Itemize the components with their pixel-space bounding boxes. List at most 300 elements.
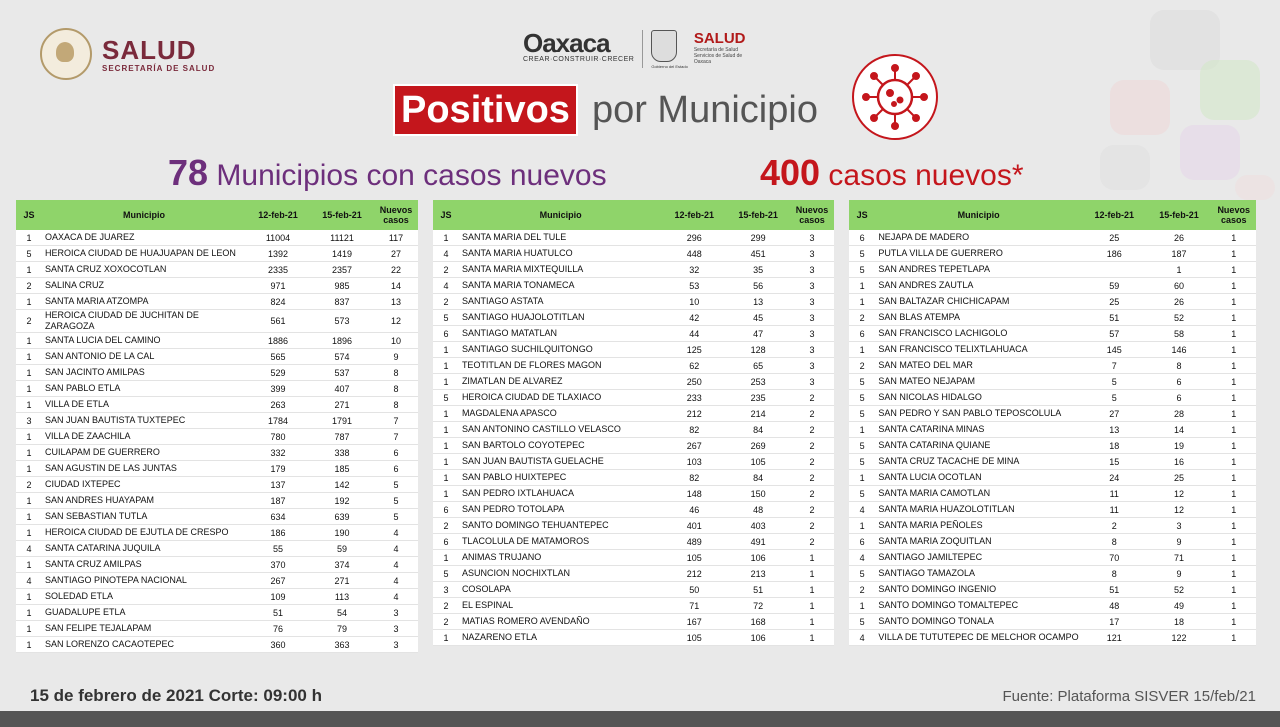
js-cell: 1 (433, 422, 459, 438)
column-header-d1: 12-feb-21 (1082, 200, 1147, 230)
js-cell: 4 (16, 573, 42, 589)
nuevos-cell: 1 (1211, 342, 1256, 358)
feb15-cell: 142 (310, 477, 374, 493)
js-cell: 2 (849, 358, 875, 374)
municipio-cell: TEOTITLAN DE FLORES MAGON (459, 358, 662, 374)
feb12-cell: 267 (662, 438, 726, 454)
feb12-cell: 8 (1082, 566, 1147, 582)
js-cell: 1 (849, 278, 875, 294)
js-cell: 1 (16, 397, 42, 413)
table-row (433, 358, 834, 374)
feb12-cell: 634 (246, 509, 310, 525)
feb12-cell: 780 (246, 429, 310, 445)
oaxaca-tagline: CREAR·CONSTRUIR·CRECER (523, 56, 635, 63)
feb12-cell: 103 (662, 454, 726, 470)
feb15-cell: 16 (1147, 454, 1212, 470)
feb12-cell: 360 (246, 637, 310, 653)
municipio-cell: SANTIAGO TAMAZOLA (875, 566, 1082, 582)
municipio-cell: NAZARENO ETLA (459, 630, 662, 646)
feb12-cell: 121 (1082, 630, 1147, 646)
js-cell: 1 (433, 342, 459, 358)
feb12-cell: 179 (246, 461, 310, 477)
municipio-cell: SAN LORENZO CACAOTEPEC (42, 637, 246, 653)
feb12-cell: 11004 (246, 230, 310, 246)
municipio-cell: VILLA DE ETLA (42, 397, 246, 413)
feb15-cell: 403 (726, 518, 790, 534)
salud-logo-subtitle: SECRETARÍA DE SALUD (102, 63, 216, 73)
table-row (849, 262, 1256, 278)
municipio-cell: ANIMAS TRUJANO (459, 550, 662, 566)
nuevos-cell: 2 (790, 390, 834, 406)
table-row (433, 390, 834, 406)
table-row (16, 573, 418, 589)
js-cell: 5 (433, 390, 459, 406)
feb12-cell: 167 (662, 614, 726, 630)
nuevos-cell: 8 (374, 365, 418, 381)
feb12-cell: 105 (662, 550, 726, 566)
table-row (849, 598, 1256, 614)
js-cell: 1 (16, 557, 42, 573)
table-row (849, 470, 1256, 486)
municipio-cell: SANTA MARIA HUAZOLOTITLAN (875, 502, 1082, 518)
table-row (433, 342, 834, 358)
js-cell: 1 (16, 445, 42, 461)
feb15-cell: 574 (310, 349, 374, 365)
municipio-cell: HEROICA CIUDAD DE JUCHITAN DE ZARAGOZA (42, 310, 246, 333)
table-row (16, 246, 418, 262)
municipio-cell: SOLEDAD ETLA (42, 589, 246, 605)
table-row (16, 493, 418, 509)
feb12-cell: 399 (246, 381, 310, 397)
municipio-cell: SANTA MARIA DEL TULE (459, 230, 662, 246)
nuevos-cell: 7 (374, 413, 418, 429)
nuevos-cell: 3 (374, 637, 418, 653)
municipio-cell: HEROICA CIUDAD DE HUAJUAPAN DE LEON (42, 246, 246, 262)
table-row (16, 461, 418, 477)
nuevos-cell: 12 (374, 310, 418, 333)
feb12-cell: 32 (662, 262, 726, 278)
feb15-cell: 52 (1147, 310, 1212, 326)
feb12-cell: 296 (662, 230, 726, 246)
eagle-seal-icon (40, 28, 92, 80)
column-header-municipio: Municipio (875, 200, 1082, 230)
table-header-row (849, 200, 1256, 230)
column-header-municipio: Municipio (42, 200, 246, 230)
column-header-d2: 15-feb-21 (1147, 200, 1212, 230)
table-row (16, 541, 418, 557)
feb15-cell: 26 (1147, 294, 1212, 310)
js-cell: 4 (16, 541, 42, 557)
feb12-cell: 186 (1082, 246, 1147, 262)
feb15-cell: 190 (310, 525, 374, 541)
municipio-cell: MAGDALENA APASCO (459, 406, 662, 422)
municipio-cell: SAN PABLO ETLA (42, 381, 246, 397)
feb15-cell: 84 (726, 422, 790, 438)
feb15-cell: 407 (310, 381, 374, 397)
nuevos-cell: 2 (790, 502, 834, 518)
feb15-cell: 47 (726, 326, 790, 342)
municipios-summary (168, 152, 607, 194)
nuevos-cell: 5 (374, 509, 418, 525)
table-row (16, 477, 418, 493)
feb12-cell: 971 (246, 278, 310, 294)
feb12-cell: 2 (1082, 518, 1147, 534)
table-row (433, 294, 834, 310)
feb12-cell: 59 (1082, 278, 1147, 294)
feb15-cell: 48 (726, 502, 790, 518)
feb15-cell: 269 (726, 438, 790, 454)
js-cell: 2 (16, 278, 42, 294)
feb12-cell: 15 (1082, 454, 1147, 470)
municipio-cell: CIUDAD IXTEPEC (42, 477, 246, 493)
js-cell: 1 (433, 630, 459, 646)
js-cell: 1 (16, 349, 42, 365)
js-cell: 6 (433, 502, 459, 518)
feb15-cell: 1896 (310, 333, 374, 349)
js-cell: 1 (16, 621, 42, 637)
feb15-cell: 985 (310, 278, 374, 294)
feb12-cell: 187 (246, 493, 310, 509)
feb15-cell: 338 (310, 445, 374, 461)
table-row (16, 413, 418, 429)
feb12-cell: 5 (1082, 374, 1147, 390)
table-row (16, 525, 418, 541)
table-row (849, 422, 1256, 438)
nuevos-cell: 1 (1211, 390, 1256, 406)
table-row (16, 589, 418, 605)
feb12-cell: 137 (246, 477, 310, 493)
feb12-cell: 212 (662, 406, 726, 422)
municipio-cell: SAN PABLO HUIXTEPEC (459, 470, 662, 486)
bottom-bar (0, 711, 1280, 727)
feb12-cell: 51 (1082, 310, 1147, 326)
feb15-cell: 106 (726, 550, 790, 566)
nuevos-cell: 4 (374, 573, 418, 589)
js-cell: 6 (433, 534, 459, 550)
nuevos-cell: 3 (790, 358, 834, 374)
nuevos-cell: 1 (790, 566, 834, 582)
feb15-cell: 150 (726, 486, 790, 502)
nuevos-cell: 1 (1211, 566, 1256, 582)
column-header-js: JS (849, 200, 875, 230)
nuevos-cell: 2 (790, 406, 834, 422)
table-row (433, 422, 834, 438)
feb12-cell: 489 (662, 534, 726, 550)
feb12-cell: 109 (246, 589, 310, 605)
nuevos-cell: 3 (374, 605, 418, 621)
table-row (849, 582, 1256, 598)
js-cell: 6 (433, 326, 459, 342)
js-cell: 1 (16, 262, 42, 278)
nuevos-cell: 14 (374, 278, 418, 294)
municipio-cell: SAN ANTONINO CASTILLO VELASCO (459, 422, 662, 438)
column-header-nuevos: Nuevos casos (374, 200, 418, 230)
table-row (849, 342, 1256, 358)
js-cell: 1 (433, 470, 459, 486)
municipio-cell: SAN BALTAZAR CHICHICAPAM (875, 294, 1082, 310)
nuevos-cell: 2 (790, 454, 834, 470)
nuevos-cell: 3 (790, 374, 834, 390)
municipio-cell: SANTA MARIA HUATULCO (459, 246, 662, 262)
nuevos-cell: 8 (374, 397, 418, 413)
nuevos-cell: 10 (374, 333, 418, 349)
feb12-cell: 18 (1082, 438, 1147, 454)
feb15-cell: 54 (310, 605, 374, 621)
oaxaca-wordmark: Oaxaca (523, 28, 610, 58)
feb12-cell: 48 (1082, 598, 1147, 614)
nuevos-cell: 1 (1211, 230, 1256, 246)
municipio-cell: SANTA LUCIA DEL CAMINO (42, 333, 246, 349)
municipio-cell: SANTA CATARINA QUIANE (875, 438, 1082, 454)
casos-summary (760, 152, 1024, 194)
js-cell: 1 (16, 509, 42, 525)
feb12-cell: 212 (662, 566, 726, 582)
js-cell: 4 (849, 630, 875, 646)
feb12-cell: 82 (662, 470, 726, 486)
nuevos-cell: 3 (790, 278, 834, 294)
js-cell: 1 (849, 518, 875, 534)
table-row (16, 557, 418, 573)
feb15-cell: 84 (726, 470, 790, 486)
feb12-cell: 186 (246, 525, 310, 541)
feb15-cell: 271 (310, 397, 374, 413)
feb12-cell: 25 (1082, 294, 1147, 310)
table-header-row (433, 200, 834, 230)
feb15-cell: 6 (1147, 374, 1212, 390)
js-cell: 4 (433, 246, 459, 262)
feb12-cell: 267 (246, 573, 310, 589)
salud-federal-logo (40, 28, 215, 80)
feb12-cell: 17 (1082, 614, 1147, 630)
municipio-cell: SANTA MARIA PEÑOLES (875, 518, 1082, 534)
js-cell: 1 (433, 358, 459, 374)
nuevos-cell: 3 (790, 262, 834, 278)
table-row (433, 230, 834, 246)
nuevos-cell: 1 (1211, 278, 1256, 294)
municipio-cell: TLACOLULA DE MATAMOROS (459, 534, 662, 550)
column-header-d1: 12-feb-21 (662, 200, 726, 230)
feb12-cell: 824 (246, 294, 310, 310)
feb15-cell: 235 (726, 390, 790, 406)
feb15-cell: 59 (310, 541, 374, 557)
nuevos-cell: 3 (790, 342, 834, 358)
js-cell: 1 (849, 294, 875, 310)
feb15-cell: 3 (1147, 518, 1212, 534)
feb12-cell: 71 (662, 598, 726, 614)
js-cell: 5 (849, 406, 875, 422)
data-source: Fuente: Plataforma SISVER 15/feb/21 (1002, 688, 1256, 705)
nuevos-cell: 3 (790, 230, 834, 246)
table-row (433, 438, 834, 454)
municipio-cell: SAN PEDRO Y SAN PABLO TEPOSCOLULA (875, 406, 1082, 422)
js-cell: 2 (849, 582, 875, 598)
nuevos-cell: 1 (1211, 502, 1256, 518)
table-row (16, 365, 418, 381)
nuevos-cell: 1 (1211, 470, 1256, 486)
table-row (16, 605, 418, 621)
js-cell: 1 (16, 493, 42, 509)
table-row (16, 349, 418, 365)
nuevos-cell: 1 (1211, 374, 1256, 390)
title-highlight: Positivos (393, 84, 578, 136)
feb15-cell: 12 (1147, 486, 1212, 502)
table-row (849, 246, 1256, 262)
table-row (849, 390, 1256, 406)
municipio-cell: COSOLAPA (459, 582, 662, 598)
feb15-cell: 13 (726, 294, 790, 310)
municipio-cell: SANTIAGO SUCHILQUITONGO (459, 342, 662, 358)
table-row (433, 582, 834, 598)
feb15-cell: 573 (310, 310, 374, 333)
feb15-cell: 187 (1147, 246, 1212, 262)
nuevos-cell: 1 (790, 550, 834, 566)
feb15-cell: 214 (726, 406, 790, 422)
feb15-cell: 11121 (310, 230, 374, 246)
feb12-cell: 148 (662, 486, 726, 502)
feb15-cell: 12 (1147, 502, 1212, 518)
feb15-cell: 374 (310, 557, 374, 573)
feb15-cell: 146 (1147, 342, 1212, 358)
js-cell: 1 (433, 406, 459, 422)
feb15-cell: 168 (726, 614, 790, 630)
municipios-count: 78 (168, 152, 209, 193)
table-row (433, 518, 834, 534)
table-row (16, 509, 418, 525)
nuevos-cell: 2 (790, 438, 834, 454)
feb12-cell: 125 (662, 342, 726, 358)
js-cell: 5 (849, 262, 875, 278)
oaxaca-logos (523, 30, 754, 69)
feb12-cell: 62 (662, 358, 726, 374)
table-row (433, 534, 834, 550)
feb12-cell: 57 (1082, 326, 1147, 342)
municipio-cell: SAN FELIPE TEJALAPAM (42, 621, 246, 637)
feb15-cell: 192 (310, 493, 374, 509)
nuevos-cell: 117 (374, 230, 418, 246)
table-row (16, 310, 418, 333)
municipio-cell: OAXACA DE JUAREZ (42, 230, 246, 246)
table-row (433, 326, 834, 342)
nuevos-cell: 1 (790, 582, 834, 598)
nuevos-cell: 9 (374, 349, 418, 365)
table-row (433, 470, 834, 486)
table-row (849, 614, 1256, 630)
table-row (433, 614, 834, 630)
feb15-cell: 9 (1147, 534, 1212, 550)
municipio-cell: SANTIAGO HUAJOLOTITLAN (459, 310, 662, 326)
nuevos-cell: 6 (374, 445, 418, 461)
column-header-nuevos: Nuevos casos (1211, 200, 1256, 230)
table-row (433, 550, 834, 566)
js-cell: 5 (849, 486, 875, 502)
municipio-cell: SAN PEDRO TOTOLAPA (459, 502, 662, 518)
municipio-cell: CUILAPAM DE GUERRERO (42, 445, 246, 461)
table-header-row (16, 200, 418, 230)
js-cell: 1 (849, 598, 875, 614)
js-cell: 2 (433, 598, 459, 614)
feb15-cell: 2357 (310, 262, 374, 278)
nuevos-cell: 4 (374, 525, 418, 541)
feb15-cell: 56 (726, 278, 790, 294)
nuevos-cell: 1 (1211, 518, 1256, 534)
js-cell: 1 (16, 381, 42, 397)
nuevos-cell: 13 (374, 294, 418, 310)
municipio-cell: SANTA CATARINA JUQUILA (42, 541, 246, 557)
feb15-cell: 105 (726, 454, 790, 470)
municipio-cell: SAN FRANCISCO LACHIGOLO (875, 326, 1082, 342)
feb12-cell: 11 (1082, 486, 1147, 502)
municipio-cell: SAN BLAS ATEMPA (875, 310, 1082, 326)
nuevos-cell: 1 (1211, 614, 1256, 630)
oaxaca-salud-subtitle: Secretaría de Salud Servicios de Salud de Oaxaca (693, 47, 743, 65)
shield-icon (651, 30, 677, 62)
feb12-cell: 7 (1082, 358, 1147, 374)
js-cell: 1 (16, 365, 42, 381)
table-row (849, 278, 1256, 294)
feb15-cell: 253 (726, 374, 790, 390)
feb15-cell: 58 (1147, 326, 1212, 342)
table-row (849, 326, 1256, 342)
nuevos-cell: 1 (1211, 246, 1256, 262)
js-cell: 5 (849, 566, 875, 582)
municipio-cell: SANTA MARIA TONAMECA (459, 278, 662, 294)
feb12-cell: 50 (662, 582, 726, 598)
nuevos-cell: 1 (1211, 534, 1256, 550)
js-cell: 1 (16, 429, 42, 445)
feb15-cell: 787 (310, 429, 374, 445)
feb15-cell: 213 (726, 566, 790, 582)
js-cell: 5 (433, 566, 459, 582)
feb15-cell: 185 (310, 461, 374, 477)
municipio-cell: SANTA MARIA ATZOMPA (42, 294, 246, 310)
nuevos-cell: 1 (1211, 262, 1256, 278)
column-header-d2: 15-feb-21 (726, 200, 790, 230)
js-cell: 1 (16, 637, 42, 653)
feb15-cell: 106 (726, 630, 790, 646)
table-row (433, 598, 834, 614)
js-cell: 6 (849, 326, 875, 342)
salud-logo-title: SALUD (102, 34, 197, 65)
municipio-cell: SALINA CRUZ (42, 278, 246, 294)
feb12-cell: 105 (662, 630, 726, 646)
table-row (433, 454, 834, 470)
nuevos-cell: 8 (374, 381, 418, 397)
nuevos-cell: 1 (1211, 422, 1256, 438)
js-cell: 5 (849, 390, 875, 406)
nuevos-cell: 6 (374, 461, 418, 477)
table-row (16, 230, 418, 246)
virus-icon (850, 52, 940, 142)
js-cell: 5 (849, 374, 875, 390)
js-cell: 1 (16, 525, 42, 541)
table-row (433, 566, 834, 582)
municipio-cell: SAN ANDRES ZAUTLA (875, 278, 1082, 294)
feb15-cell: 65 (726, 358, 790, 374)
table-row (849, 486, 1256, 502)
municipio-cell: SAN PEDRO IXTLAHUACA (459, 486, 662, 502)
feb12-cell: 2335 (246, 262, 310, 278)
table-row (16, 429, 418, 445)
municipio-cell: EL ESPINAL (459, 598, 662, 614)
municipio-cell: SAN ANDRES HUAYAPAM (42, 493, 246, 509)
oaxaca-salud-title: SALUD (693, 30, 746, 47)
table-row (849, 566, 1256, 582)
municipios-table-1 (16, 200, 418, 653)
feb12-cell: 24 (1082, 470, 1147, 486)
feb15-cell: 25 (1147, 470, 1212, 486)
nuevos-cell: 5 (374, 493, 418, 509)
municipio-cell: SAN ANDRES TEPETLAPA (875, 262, 1082, 278)
